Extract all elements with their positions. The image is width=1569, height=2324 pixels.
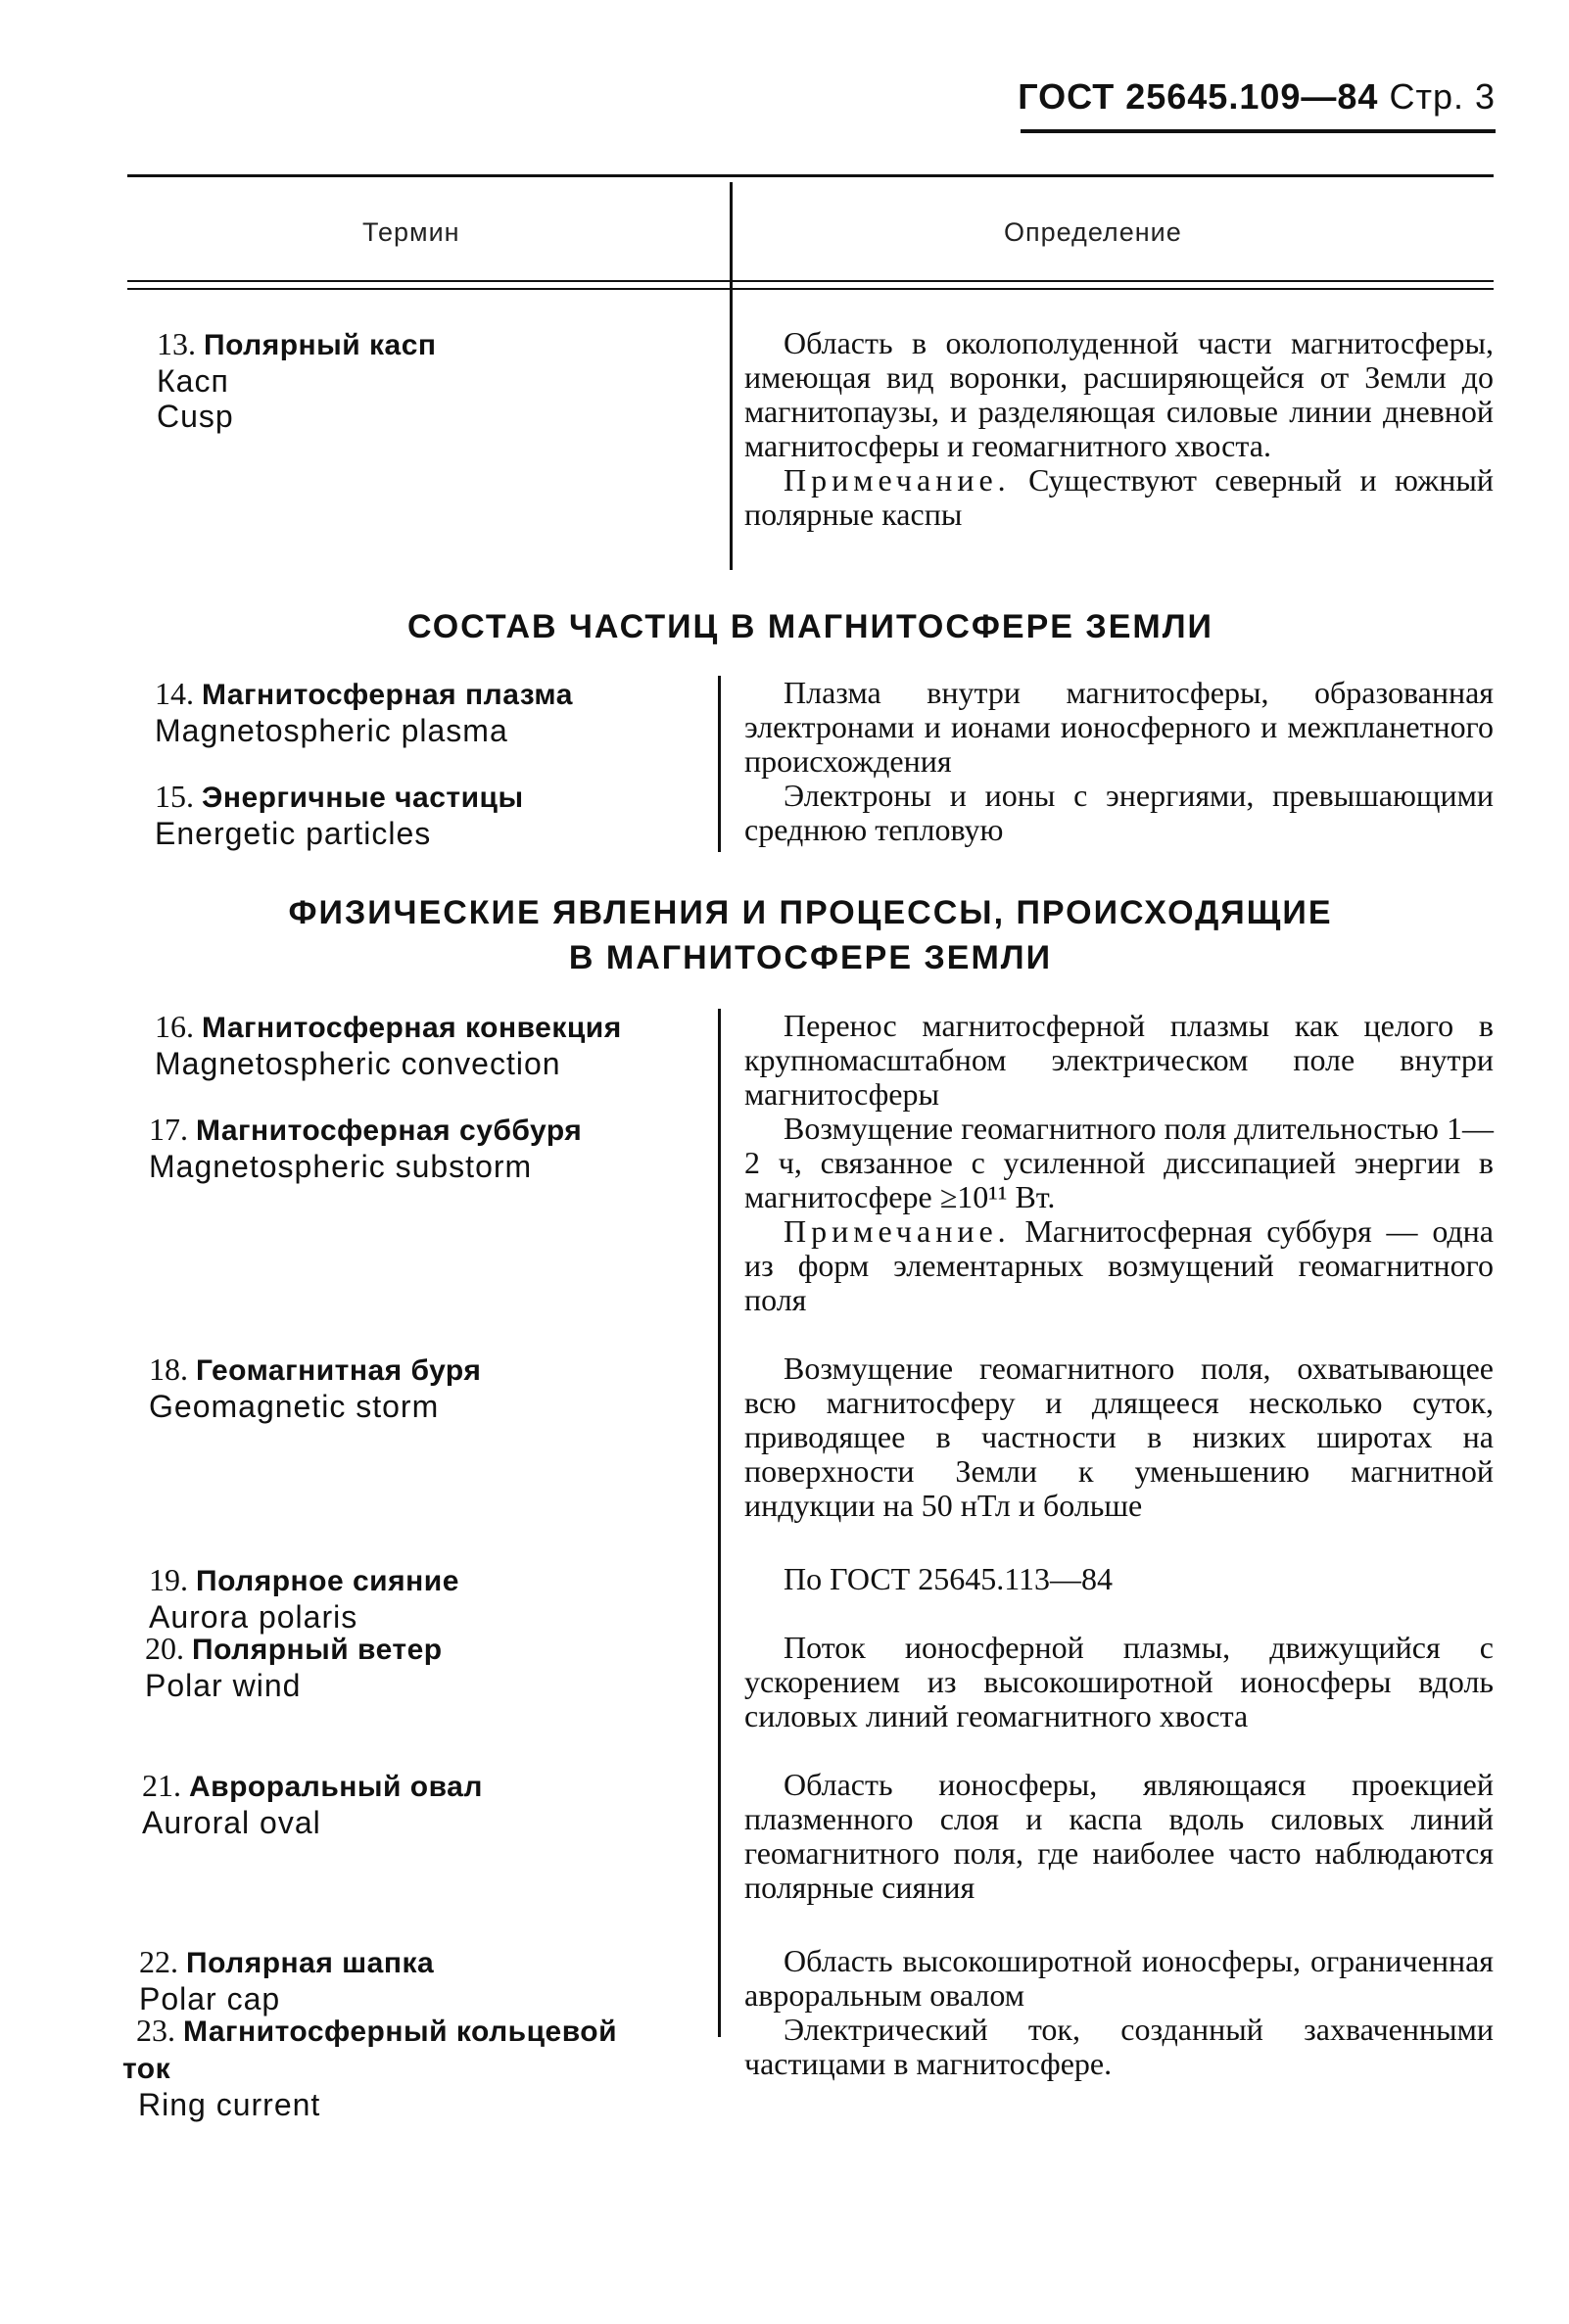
term-entry	[145, 1631, 443, 1703]
section-title: ФИЗИЧЕСКИЕ ЯВЛЕНИЯ И ПРОЦЕССЫ, ПРОИСХОДЯЩИЕ	[288, 894, 1333, 931]
term-number: 23.	[136, 2013, 175, 2048]
term-name: Авроральный овал	[189, 1771, 483, 1803]
definition-text: Электроны и ионы с энергиями, превышающими среднюю тепловую	[744, 778, 1494, 847]
term-number: 14.	[155, 676, 194, 711]
term-english: Magnetospheric plasma	[155, 713, 508, 748]
term-entry	[155, 779, 524, 851]
header-rule	[1021, 129, 1496, 133]
term-number: 16.	[155, 1009, 194, 1044]
term-english: Aurora polaris	[149, 1599, 358, 1635]
term-english: Energetic particles	[155, 816, 432, 851]
definition	[744, 1352, 1494, 1523]
term-name: Магнитосферная конвекция	[202, 1012, 622, 1044]
definition	[744, 326, 1494, 532]
term-name: Полярная шапка	[186, 1947, 435, 1979]
term-number: 22.	[139, 1944, 178, 1979]
definition	[744, 1112, 1494, 1317]
definition-text: По ГОСТ 25645.113—84	[784, 1561, 1114, 1596]
table-header-rule	[127, 288, 1494, 290]
term-entry	[149, 1112, 582, 1184]
definition	[744, 1009, 1494, 1112]
term-english: Auroral oval	[142, 1805, 321, 1840]
term-entry	[142, 1768, 483, 1840]
definition	[744, 779, 1494, 847]
definition-text: Возмущение геомагнитного поля длительностью 1—2 ч, связанное с усиленной диссипацией энергии в магнитосфере ≥10¹¹ Вт.	[744, 1111, 1494, 1214]
term-number: 19.	[149, 1562, 188, 1597]
term-english: Polar cap	[139, 1981, 281, 2016]
column-divider	[718, 676, 721, 852]
definition-text: Плазма внутри магнитосферы, образованная электронами и ионами ионосферного и межпланетного происхождения	[744, 675, 1494, 779]
term-name: Магнитосферная суббуря	[196, 1115, 583, 1147]
definition	[744, 1562, 1494, 1596]
section-title: В МАГНИТОСФЕРЕ ЗЕМЛИ	[568, 939, 1053, 976]
table-header-rule	[127, 280, 1494, 282]
section-title: СОСТАВ ЧАСТИЦ В МАГНИТОСФЕРЕ ЗЕМЛИ	[407, 608, 1213, 645]
definition-text: Область ионосферы, являющаяся проекцией плазменного слоя и каспа вдоль силовых линий геомагнитного поля, где наиболее часто наблюдаются полярные сияния	[744, 1767, 1494, 1905]
term-name: Магнитосферный кольцевой ток	[122, 2016, 618, 2085]
term-entry	[149, 1562, 459, 1635]
definition-text: Возмущение геомагнитного поля, охватывающее всю магнитосферу и длящееся несколько суток, приводящее в частности в низких широтах на поверхности Земли к уменьшению магнитной индукции на 50 нТл и больше	[744, 1351, 1494, 1523]
definition-text: Область высокоширотной ионосферы, ограниченная авроральным овалом	[744, 1943, 1494, 2013]
term-name: Магнитосферная плазма	[202, 679, 573, 711]
doc-number: ГОСТ 25645.109—84	[1018, 76, 1379, 117]
term-english: Cusp	[157, 399, 234, 434]
term-english: Ring current	[138, 2087, 321, 2122]
term-number: 17.	[149, 1112, 188, 1147]
term-name: Энергичные частицы	[202, 782, 524, 814]
term-name: Полярный ветер	[192, 1634, 443, 1666]
definition	[744, 2013, 1494, 2081]
definition-text: Электрический ток, созданный захваченными частицами в магнитосфере.	[744, 2012, 1494, 2081]
definition-text: Перенос магнитосферной плазмы как целого в крупномасштабном электрическом поле внутри магнитосферы	[744, 1008, 1494, 1112]
term-english: Magnetospheric substorm	[149, 1149, 533, 1184]
term-number: 13.	[157, 326, 196, 361]
term-entry	[139, 1944, 434, 2016]
definition	[744, 676, 1494, 779]
term-alt: Касп	[157, 363, 229, 399]
term-entry	[155, 676, 573, 748]
column-divider	[730, 182, 733, 570]
column-header-term: Термин	[362, 217, 460, 247]
term-entry	[155, 1009, 622, 1081]
term-number: 18.	[149, 1352, 188, 1387]
term-number: 15.	[155, 779, 194, 814]
definition	[744, 1944, 1494, 2013]
term-name: Полярное сияние	[196, 1565, 459, 1597]
term-entry	[149, 1352, 481, 1424]
definition	[744, 1631, 1494, 1733]
column-divider	[718, 1009, 721, 2037]
term-english: Geomagnetic storm	[149, 1389, 440, 1424]
definition-note: Примечание. Существуют северный и южный полярные каспы	[744, 462, 1495, 532]
column-header-definition: Определение	[1004, 217, 1182, 247]
definition	[744, 1768, 1494, 1905]
term-name: Геомагнитная буря	[196, 1354, 482, 1387]
definition-note: Примечание. Магнитосферная суббуря — одна из форм элементарных возмущений геомагнитного поля	[744, 1213, 1495, 1317]
definition-text: Поток ионосферной плазмы, движущийся с ускорением из высокоширотной ионосферы вдоль силовых линий геомагнитного хвоста	[744, 1630, 1494, 1733]
definition-text: Область в околополуденной части магнитосферы, имеющая вид воронки, расширяющейся от Земли до магнитопаузы, и разделяющая силовые линии дневной магнитосферы и геомагнитного хвоста.	[744, 325, 1494, 463]
term-english: Polar wind	[145, 1668, 302, 1703]
table-top-rule	[127, 174, 1494, 177]
term-english: Magnetospheric convection	[155, 1046, 561, 1081]
page-header	[1018, 76, 1496, 118]
term-entry	[122, 2013, 671, 2122]
term-name: Полярный касп	[204, 329, 437, 361]
term-entry	[157, 326, 437, 434]
term-number: 21.	[142, 1768, 181, 1803]
page-number: Стр. 3	[1389, 76, 1496, 117]
term-number: 20.	[145, 1631, 184, 1666]
